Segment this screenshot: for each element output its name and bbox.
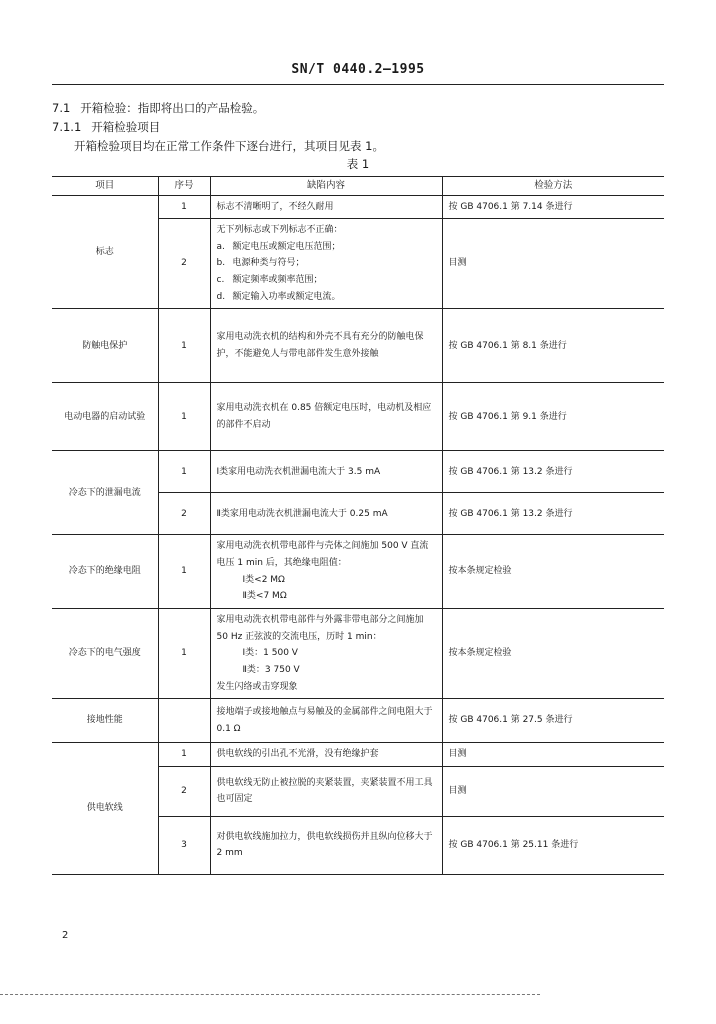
section-text: 开箱检验：指即将出口的产品检验。 <box>80 101 265 115</box>
table-row <box>52 309 664 383</box>
table-row <box>52 451 664 493</box>
method-cell: 按 GB 4706.1 第 13.2 条进行 <box>442 451 664 493</box>
list-item <box>217 272 436 289</box>
item-cell: 冷态下的电气强度 <box>52 608 158 698</box>
table-row <box>52 383 664 451</box>
defect-cell: Ⅰ类家用电动洗衣机泄漏电流大于 3.5 mA <box>210 451 442 493</box>
table-row <box>52 535 664 609</box>
defect-cell <box>210 219 442 309</box>
scan-edge-divider <box>0 994 540 995</box>
no-cell: 1 <box>158 451 210 493</box>
sub-condition: Ⅰ类<2 MΩ <box>242 574 285 585</box>
no-cell: 2 <box>158 766 210 816</box>
header-defect: 缺陷内容 <box>210 177 442 196</box>
table-row <box>52 195 664 219</box>
defect-cell: 家用电动洗衣机的结构和外壳不具有充分的防触电保护，不能避免人与带电部件发生意外接触 <box>210 309 442 383</box>
list-text: 电源种类与符号； <box>232 258 305 269</box>
table-row <box>52 743 664 767</box>
no-cell: 1 <box>158 608 210 698</box>
section-number: 7.1.1 <box>52 120 82 134</box>
item-cell: 接地性能 <box>52 699 158 743</box>
method-cell: 按 GB 4706.1 第 13.2 条进行 <box>442 493 664 535</box>
list-text: 额定输入功率或额定电流。 <box>232 291 341 302</box>
defect-cell: 供电软线无防止被拉脱的夹紧装置，夹紧装置不用工具也可固定 <box>210 766 442 816</box>
defect-cell: 对供电软线施加拉力，供电软线损伤并且纵向位移大于 2 mm <box>210 816 442 874</box>
defect-cell: 标志不清晰明了，不经久耐用 <box>210 195 442 219</box>
defect-cell: 家用电动洗衣机在 0.85 倍额定电压时，电动机及相应的部件不启动 <box>210 383 442 451</box>
table-row <box>52 608 664 698</box>
header-item: 项目 <box>52 177 158 196</box>
header-rule <box>52 84 664 85</box>
defect-lead: 家用电动洗衣机带电部件与外露非带电部分之间施加 50 Hz 正弦波的交流电压，历时 1 min： <box>216 614 424 642</box>
list-text: 额定电压或额定电压范围； <box>232 241 341 252</box>
method-cell: 按 GB 4706.1 第 27.5 条进行 <box>442 699 664 743</box>
method-cell: 目测 <box>442 766 664 816</box>
item-cell: 电动电器的启动试验 <box>52 383 158 451</box>
method-cell: 按本条规定检验 <box>442 535 664 609</box>
method-cell: 目测 <box>442 743 664 767</box>
item-cell: 标志 <box>52 195 158 309</box>
table-header-row <box>52 177 664 196</box>
list-mark: c. <box>216 275 225 286</box>
item-cell: 冷态下的绝缘电阻 <box>52 535 158 609</box>
defect-cell: 接地端子或接地触点与易触及的金属部件之间电阻大于 0.1 Ω <box>210 699 442 743</box>
document-header: SN/T 0440.2—1995 <box>291 62 425 77</box>
list-item <box>217 239 436 256</box>
no-cell: 2 <box>158 493 210 535</box>
no-cell: 1 <box>158 535 210 609</box>
section-7-1 <box>52 100 264 116</box>
page-number: 2 <box>62 930 69 941</box>
defect-cell: 供电软线的引出孔不光滑，没有绝缘护套 <box>210 743 442 767</box>
defect-tail: 发生闪络或击穿现象 <box>216 681 298 692</box>
section-text: 开箱检验项目 <box>91 120 161 134</box>
method-cell: 目测 <box>442 219 664 309</box>
table-row <box>52 699 664 743</box>
list-text: 额定频率或频率范围； <box>232 275 323 286</box>
defect-cell <box>210 608 442 698</box>
sub-condition: Ⅱ类：3 750 V <box>242 664 300 675</box>
section-number: 7.1 <box>52 101 71 115</box>
list-item <box>217 255 436 272</box>
method-cell: 按本条规定检验 <box>442 608 664 698</box>
no-cell: 3 <box>158 816 210 874</box>
no-cell: 1 <box>158 743 210 767</box>
section-7-1-1 <box>52 119 160 135</box>
intro-paragraph: 开箱检验项目均在正常工作条件下逐台进行，其项目见表 1。 <box>74 139 384 153</box>
defect-cell: Ⅱ类家用电动洗衣机泄漏电流大于 0.25 mA <box>210 493 442 535</box>
sub-condition: Ⅰ类：1 500 V <box>242 648 298 659</box>
method-cell: 按 GB 4706.1 第 8.1 条进行 <box>442 309 664 383</box>
inspection-table <box>52 176 664 875</box>
no-cell: 2 <box>158 219 210 309</box>
list-mark: d. <box>216 291 226 302</box>
method-cell: 按 GB 4706.1 第 9.1 条进行 <box>442 383 664 451</box>
no-cell <box>158 699 210 743</box>
method-cell: 按 GB 4706.1 第 7.14 条进行 <box>442 195 664 219</box>
defect-lead: 家用电动洗衣机带电部件与壳体之间施加 500 V 直流电压 1 min 后，其绝缘电阻值： <box>216 541 429 569</box>
method-cell: 按 GB 4706.1 第 25.11 条进行 <box>442 816 664 874</box>
item-cell: 供电软线 <box>52 743 158 875</box>
header-method: 检验方法 <box>442 177 664 196</box>
defect-lead: 无下列标志或下列标志不正确： <box>216 225 343 236</box>
item-cell: 防触电保护 <box>52 309 158 383</box>
sub-condition: Ⅱ类<7 MΩ <box>242 591 287 602</box>
no-cell: 1 <box>158 309 210 383</box>
header-no: 序号 <box>158 177 210 196</box>
list-mark: a. <box>216 241 225 252</box>
list-mark: b. <box>216 258 226 269</box>
defect-cell <box>210 535 442 609</box>
item-cell: 冷态下的泄漏电流 <box>52 451 158 535</box>
no-cell: 1 <box>158 195 210 219</box>
no-cell: 1 <box>158 383 210 451</box>
list-item <box>217 289 436 306</box>
table-caption: 表 1 <box>346 157 370 171</box>
